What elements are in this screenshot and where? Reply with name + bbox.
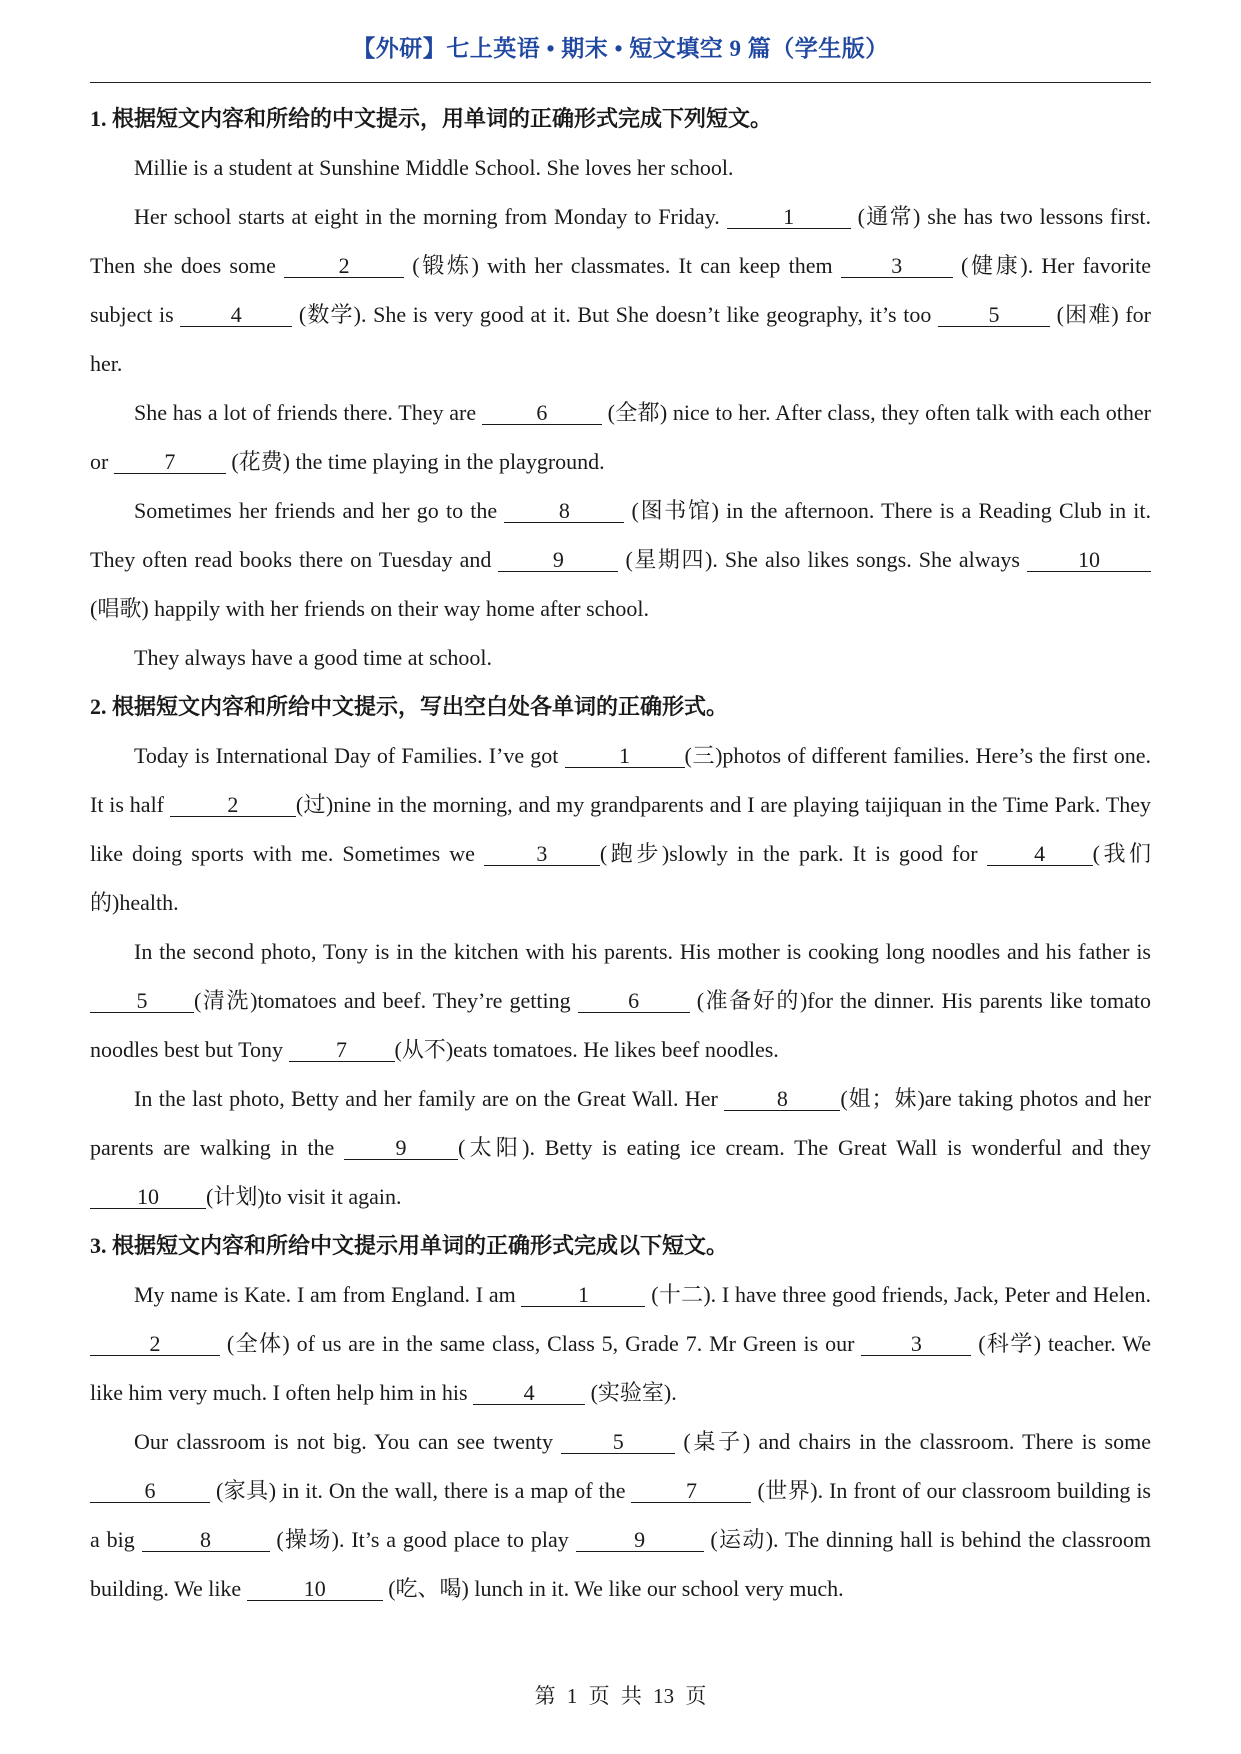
answer-blank[interactable]: 6 (482, 400, 602, 425)
passage-text: (花费) the time playing in the playground. (225, 449, 605, 474)
passage-text: (吃、喝) lunch in it. We like our school very much. (382, 1576, 844, 1601)
passage-text: (实验室). (585, 1380, 677, 1405)
passage-text: Her school starts at eight in the morning from Monday to Friday. (134, 204, 727, 229)
answer-blank[interactable]: 3 (861, 1331, 971, 1356)
passage-paragraph (90, 731, 1151, 927)
answer-blank[interactable]: 10 (90, 1184, 206, 1209)
passage-text: (三)photos of different families. Here’s the first one. It is half (90, 743, 1151, 817)
passage-text: (操场). It’s a good place to play (269, 1527, 576, 1552)
passage-text: (姐；妹)are taking photos and her parents are walking in the (90, 1086, 1151, 1160)
answer-blank[interactable]: 10 (247, 1576, 383, 1601)
passage-paragraph (90, 388, 1151, 486)
passage-text: (科学) teacher. We like him very much. I often help him in his (90, 1331, 1151, 1405)
passage-text: (图书馆) in the afternoon. There is a Reading Club in it. They often read books there on Tuesday and (90, 498, 1151, 572)
passage-text: They always have a good time at school. (134, 645, 493, 670)
answer-blank[interactable]: 8 (724, 1086, 840, 1111)
answer-blank[interactable]: 7 (631, 1478, 751, 1503)
passage-paragraph (90, 633, 1151, 682)
answer-blank[interactable]: 8 (142, 1527, 270, 1552)
passage-text: (清洗)tomatoes and beef. They’re getting (194, 988, 578, 1013)
answer-blank[interactable]: 4 (180, 302, 292, 327)
passage-text: (从不)eats tomatoes. He likes beef noodles. (394, 1037, 779, 1062)
passage-text: Our classroom is not big. You can see twenty (134, 1429, 562, 1454)
answer-blank[interactable]: 9 (344, 1135, 458, 1160)
passage-text: Today is International Day of Families. I’ve got (134, 743, 565, 768)
passage-paragraph (90, 927, 1151, 1074)
answer-blank[interactable]: 7 (289, 1037, 395, 1062)
passage-paragraph (90, 192, 1151, 388)
passage-paragraph (90, 143, 1151, 192)
passage-text: (通常) she has two lessons first. Then she does some (90, 204, 1151, 278)
answer-blank[interactable]: 5 (938, 302, 1050, 327)
passage-text: Sometimes her friends and her go to the (134, 498, 505, 523)
answer-blank[interactable]: 10 (1027, 547, 1151, 572)
answer-blank[interactable]: 5 (561, 1429, 675, 1454)
passage-paragraph (90, 1417, 1151, 1613)
page-footer: 第 1 页 共 13 页 (534, 1684, 707, 1708)
answer-blank[interactable]: 1 (727, 204, 851, 229)
passage-text: (星期四). She also likes songs. She always (618, 547, 1027, 572)
passage-text: (桌子) and chairs in the classroom. There is some (675, 1429, 1151, 1454)
answer-blank[interactable]: 3 (841, 253, 953, 278)
answer-blank[interactable]: 4 (987, 841, 1093, 866)
passage-text: (困难) for her. (90, 302, 1151, 376)
question-title: 3. 根据短文内容和所给中文提示用单词的正确形式完成以下短文。 (90, 1233, 729, 1258)
answer-blank[interactable]: 1 (565, 743, 685, 768)
passage-paragraph (90, 486, 1151, 633)
answer-blank[interactable]: 2 (284, 253, 404, 278)
answer-blank[interactable]: 1 (521, 1282, 645, 1307)
passage-paragraph (90, 1270, 1151, 1417)
question-title: 2. 根据短文内容和所给中文提示，写出空白处各单词的正确形式。 (90, 694, 729, 719)
passage-text: (过)nine in the morning, and my grandparents and I are playing taijiquan in the Time Park. They like doing sports with me. Sometimes we (90, 792, 1152, 866)
passage-text: (跑步)slowly in the park. It is good for (599, 841, 987, 866)
answer-blank[interactable]: 2 (90, 1331, 220, 1356)
answer-blank[interactable]: 6 (90, 1478, 210, 1503)
answer-blank[interactable]: 8 (504, 498, 624, 523)
passage-text: In the second photo, Tony is in the kitchen with his parents. His mother is cooking long noodles and his father is (134, 939, 1151, 964)
exercise-content (90, 94, 1151, 1613)
passage-paragraph (90, 1074, 1151, 1221)
question-section (90, 94, 1151, 682)
passage-text: (计划)to visit it again. (206, 1184, 402, 1209)
passage-text: (准备好的)for the dinner. His parents like tomato noodles best but Tony (90, 988, 1151, 1062)
answer-blank[interactable]: 6 (578, 988, 690, 1013)
question-section (90, 1221, 1151, 1613)
answer-blank[interactable]: 3 (484, 841, 600, 866)
passage-text: She has a lot of friends there. They are (134, 400, 482, 425)
passage-text: (数学). She is very good at it. But She doesn’t like geography, it’s too (292, 302, 938, 327)
answer-blank[interactable]: 5 (90, 988, 194, 1013)
answer-blank[interactable]: 9 (498, 547, 618, 572)
question-section (90, 682, 1151, 1221)
passage-text: (全体) of us are in the same class, Class 5, Grade 7. Mr Green is our (220, 1331, 862, 1356)
page-header: 【外研】七上英语 • 期末 • 短文填空 9 篇（学生版） (352, 36, 889, 61)
passage-text: My name is Kate. I am from England. I am (134, 1282, 522, 1307)
answer-blank[interactable]: 7 (114, 449, 226, 474)
question-title: 1. 根据短文内容和所给的中文提示，用单词的正确形式完成下列短文。 (90, 106, 773, 131)
passage-text: Millie is a student at Sunshine Middle School. She loves her school. (134, 155, 734, 180)
answer-blank[interactable]: 9 (576, 1527, 704, 1552)
passage-text: (我们的)health. (90, 841, 1151, 915)
passage-text: (十二). I have three good friends, Jack, Peter and Helen. (645, 1282, 1151, 1307)
passage-text: (太阳). Betty is eating ice cream. The Great Wall is wonderful and they (458, 1135, 1151, 1160)
answer-blank[interactable]: 4 (473, 1380, 585, 1405)
passage-text: (健康). Her favorite subject is (90, 253, 1151, 327)
passage-text: (锻炼) with her classmates. It can keep them (404, 253, 841, 278)
passage-text: (唱歌) happily with her friends on their way home after school. (90, 596, 650, 621)
passage-text: (家具) in it. On the wall, there is a map of the (210, 1478, 632, 1503)
passage-text: (全都) nice to her. After class, they often talk with each other or (90, 400, 1151, 474)
passage-text: (运动). The dinning hall is behind the classroom building. We like (90, 1527, 1151, 1601)
answer-blank[interactable]: 2 (170, 792, 296, 817)
passage-text: In the last photo, Betty and her family are on the Great Wall. Her (134, 1086, 725, 1111)
passage-text: (世界). In front of our classroom building is a big (90, 1478, 1151, 1552)
header-divider (90, 82, 1151, 83)
